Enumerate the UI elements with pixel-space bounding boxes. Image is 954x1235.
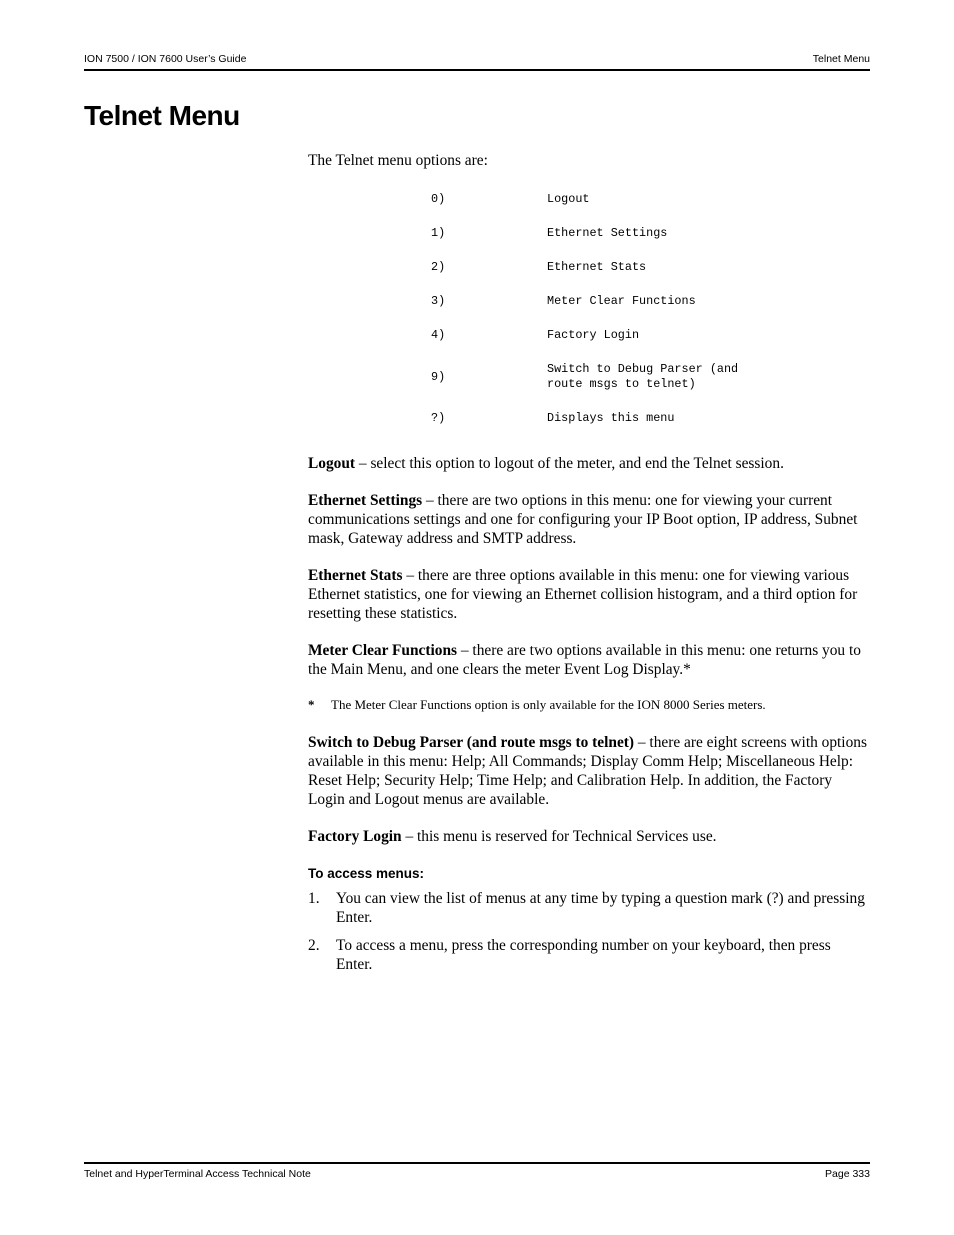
procedure-step (308, 936, 870, 974)
description-debug-parser (308, 733, 870, 809)
header-section-title: Telnet Menu (812, 53, 870, 65)
description-term: Ethernet Settings (308, 492, 423, 509)
description-term: Ethernet Stats (308, 567, 403, 584)
telnet-menu-listing (431, 192, 870, 426)
step-text: You can view the list of menus at any time by typing a question mark (?) and pressing Enter. (336, 890, 865, 926)
description-logout (308, 454, 870, 473)
footnote-mark: * (308, 697, 315, 712)
description-term: Logout (308, 455, 356, 472)
step-number: 1. (308, 890, 320, 907)
menu-key: 1) (431, 226, 446, 240)
description-text: – there are two options available in this menu: one returns you to the Main Menu, and one clears the meter Event Log Display.* (308, 642, 861, 678)
description-text: – there are eight screens with options available in this menu: Help; All Commands; Display Comm Help; Miscellaneous Help: Reset Help; Security Help; Time Help; and Calibration Help. In addition, the Factory Login and Logout menus are available. (308, 734, 867, 808)
menu-key: 4) (431, 328, 446, 342)
menu-label: Displays this menu (547, 411, 675, 425)
intro-text: The Telnet menu options are: (308, 152, 488, 169)
description-term: Switch to Debug Parser (and route msgs to telnet) (308, 734, 635, 751)
page-header (84, 51, 870, 71)
menu-row (431, 411, 870, 426)
page-number: Page 333 (825, 1168, 870, 1180)
header-doc-title: ION 7500 / ION 7600 User’s Guide (84, 53, 247, 65)
menu-label: Meter Clear Functions (547, 294, 696, 308)
menu-label: Factory Login (547, 328, 640, 342)
menu-key: 3) (431, 294, 446, 308)
menu-key: 9) (431, 369, 446, 384)
menu-row (431, 226, 870, 241)
description-term: Factory Login (308, 828, 402, 845)
menu-key: ?) (431, 411, 446, 425)
step-number: 2. (308, 937, 320, 954)
description-meter-clear (308, 641, 870, 679)
menu-row (431, 328, 870, 343)
menu-label: Ethernet Settings (547, 226, 668, 240)
menu-label: Logout (547, 192, 590, 206)
main-content (308, 151, 870, 983)
footer-doc-title: Telnet and HyperTerminal Access Technical Note (84, 1168, 311, 1180)
description-factory-login (308, 827, 870, 846)
description-ethernet-stats (308, 566, 870, 623)
menu-row (431, 260, 870, 275)
menu-row (431, 192, 870, 207)
description-term: Meter Clear Functions (308, 642, 458, 659)
footnote (308, 697, 870, 713)
description-ethernet-settings (308, 491, 870, 548)
description-text: – there are two options in this menu: one for viewing your current communications settings and one for configuring your IP Boot option, IP address, Subnet mask, Gateway address and SMTP address. (308, 492, 858, 547)
footer-rule (84, 1162, 870, 1164)
menu-row (431, 294, 870, 309)
step-text: To access a menu, press the corresponding number on your keyboard, then press Enter. (336, 937, 831, 973)
menu-label: Switch to Debug Parser (and route msgs to telnet) (547, 362, 739, 391)
menu-key: 0) (431, 192, 446, 206)
procedure-steps (308, 889, 870, 974)
description-text: – this menu is reserved for Technical Services use. (401, 828, 717, 845)
menu-key: 2) (431, 260, 446, 274)
menu-row (431, 362, 870, 392)
description-text: – there are three options available in this menu: one for viewing various Ethernet statistics, one for viewing an Ethernet collision histogram, and a third option for resetting these statistics. (308, 567, 858, 622)
procedure-step (308, 889, 870, 927)
footnote-text: The Meter Clear Functions option is only available for the ION 8000 Series meters. (331, 697, 766, 712)
menu-label: Ethernet Stats (547, 260, 647, 274)
header-rule (84, 69, 870, 71)
page-title: Telnet Menu (84, 100, 240, 131)
description-text: – select this option to logout of the meter, and end the Telnet session. (355, 455, 784, 472)
procedure-heading: To access menus: (308, 866, 425, 881)
